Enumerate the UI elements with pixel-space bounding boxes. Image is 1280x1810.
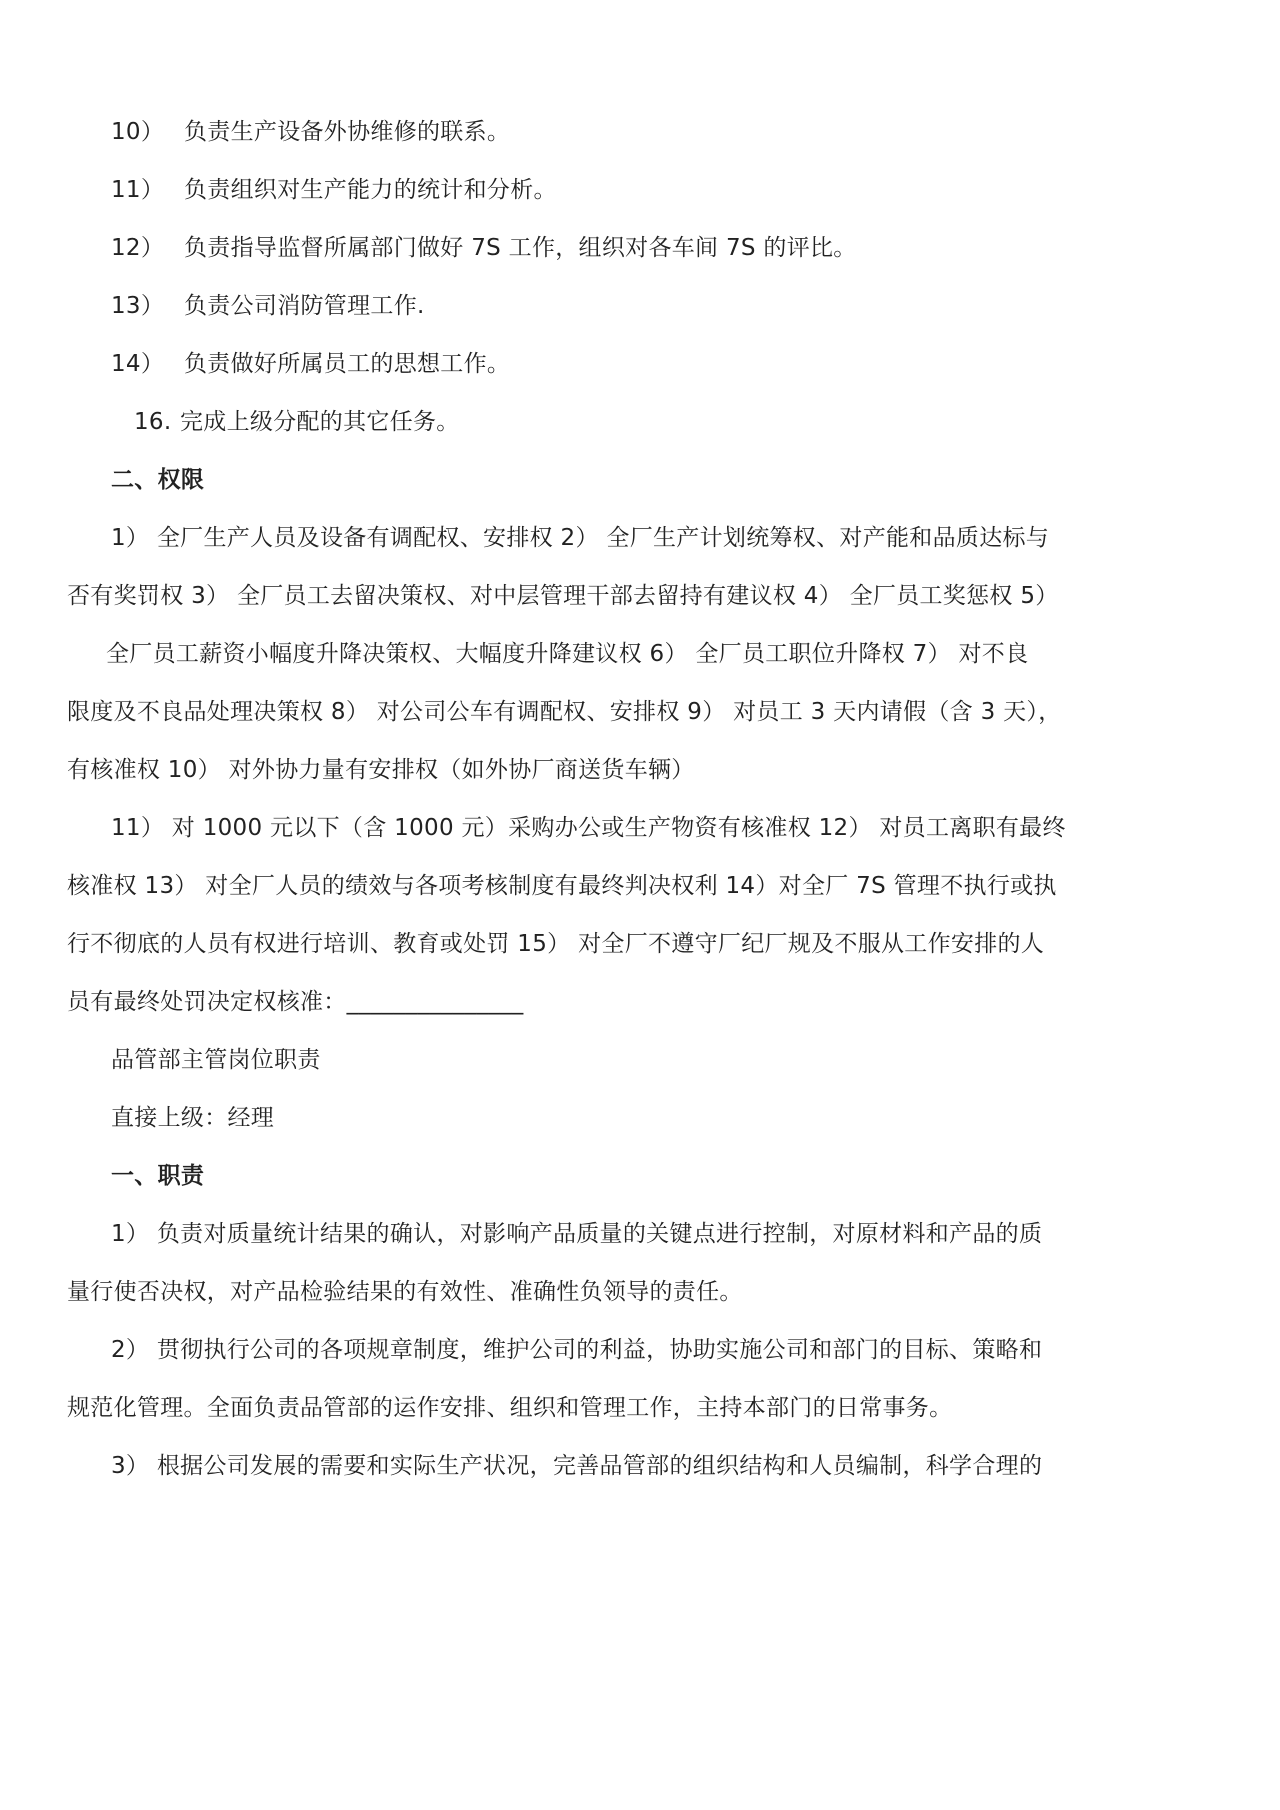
qc-duty-line: 2） 贯彻执行公司的各项规章制度，维护公司的利益，协助实施公司和部门的目标、策略和 — [111, 1337, 1043, 1363]
duty-text: 负责指导监督所属部门做好 7S 工作，组织对各车间 7S 的评比。 — [184, 235, 857, 261]
authority-paragraph-line: 员有最终处罚决定权核准：_______________ — [67, 989, 524, 1015]
qc-title: 品管部主管岗位职责 — [111, 1047, 321, 1073]
duty-number: 13） — [111, 293, 165, 319]
authority-paragraph-line: 1） 全厂生产人员及设备有调配权、安排权 2） 全厂生产计划统筹权、对产能和品质达标与 — [111, 525, 1050, 551]
duty-item-14 — [111, 349, 510, 379]
authority-paragraph-line: 核准权 13） 对全厂人员的绩效与各项考核制度有最终判决权利 14）对全厂 7S 管理不执行或执 — [67, 873, 1057, 899]
duty-item-13 — [111, 291, 425, 321]
authority-paragraph-line: 行不彻底的人员有权进行培训、教育或处罚 15） 对全厂不遵守厂纪厂规及不服从工作安排的人 — [67, 931, 1045, 957]
qc-duty-line: 规范化管理。全面负责品管部的运作安排、组织和管理工作，主持本部门的日常事务。 — [67, 1395, 953, 1421]
duty-number: 11） — [111, 177, 165, 203]
duty-number: 10） — [111, 119, 165, 145]
qc-superior: 直接上级：经理 — [111, 1105, 275, 1131]
qc-duty-line: 量行使否决权，对产品检验结果的有效性、准确性负领导的责任。 — [67, 1279, 743, 1305]
duty-text: 负责做好所属员工的思想工作。 — [184, 351, 511, 377]
duty-item-11 — [111, 175, 557, 205]
duty-number: 16. — [134, 409, 172, 435]
authority-paragraph-line: 否有奖罚权 3） 全厂员工去留决策权、对中层管理干部去留持有建议权 4） 全厂员工奖惩权 5） — [67, 583, 1059, 609]
qc-duty-line: 3） 根据公司发展的需要和实际生产状况，完善品管部的组织结构和人员编制，科学合理的 — [111, 1453, 1043, 1479]
duty-item-12 — [111, 233, 857, 263]
authority-paragraph-line: 全厂员工薪资小幅度升降决策权、大幅度升降建议权 6） 全厂员工职位升降权 7） 对不良 — [106, 641, 1029, 667]
authority-paragraph-line: 限度及不良品处理决策权 8） 对公司公车有调配权、安排权 9） 对员工 3 天内请假（含 3 天）， — [67, 699, 1062, 725]
duties-heading: 一、职责 — [111, 1163, 205, 1189]
duty-number: 12） — [111, 235, 165, 261]
duty-text: 负责组织对生产能力的统计和分析。 — [184, 177, 557, 203]
qc-duty-line: 1） 负责对质量统计结果的确认，对影响产品质量的关键点进行控制，对原材料和产品的质 — [111, 1221, 1043, 1247]
duty-item-16 — [134, 407, 460, 437]
duty-number: 14） — [111, 351, 165, 377]
duty-text: 完成上级分配的其它任务。 — [180, 409, 460, 435]
authority-paragraph-line: 有核准权 10） 对外协力量有安排权（如外协厂商送货车辆） — [67, 757, 695, 783]
duty-text: 负责生产设备外协维修的联系。 — [184, 119, 511, 145]
duty-item-10 — [111, 117, 510, 147]
duty-text: 负责公司消防管理工作. — [184, 293, 425, 319]
authority-paragraph-line: 11） 对 1000 元以下（含 1000 元）采购办公或生产物资有核准权 12） 对员工离职有最终 — [111, 815, 1066, 841]
authority-heading: 二、权限 — [111, 467, 205, 493]
